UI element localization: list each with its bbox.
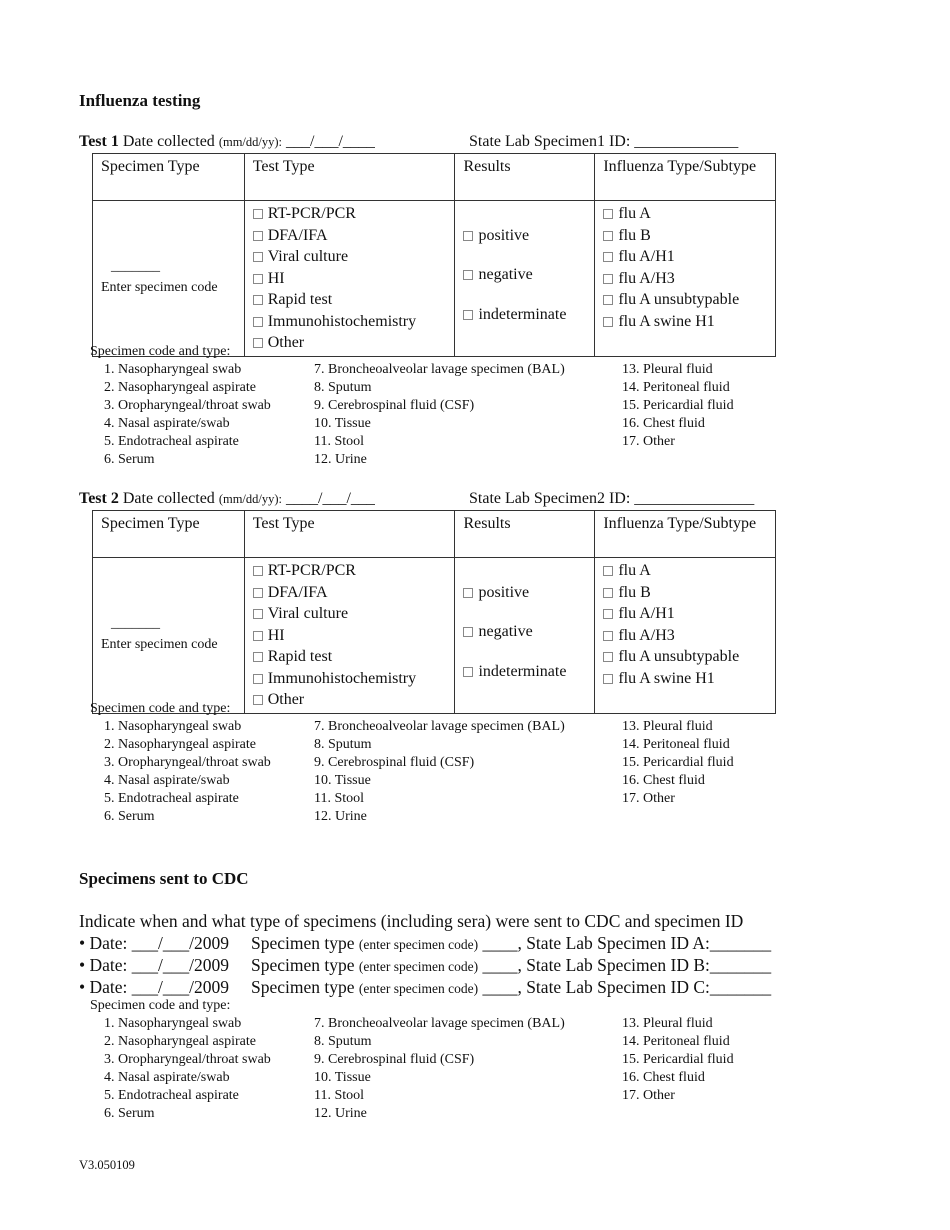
test1-label: Test 1 [79, 133, 119, 150]
legend-col-3 [622, 718, 734, 808]
legend-item: 16. Chest fluid [622, 1070, 705, 1085]
checkbox[interactable] [463, 310, 473, 320]
cdc-row-date[interactable]: • Date: ___/___/2009 [79, 955, 229, 975]
checkbox[interactable] [603, 609, 613, 619]
test1-subtype-cell [595, 201, 776, 357]
result-option[interactable]: negative [463, 264, 586, 286]
result-option[interactable]: indeterminate [463, 661, 586, 683]
legend-item: 7. Broncheoalveolar lavage specimen (BAL) [314, 719, 565, 734]
legend-col-2 [314, 361, 565, 469]
header-specimen-type: Specimen Type [93, 511, 245, 558]
checkbox[interactable] [603, 588, 613, 598]
result-option[interactable]: positive [463, 225, 586, 247]
legend-item: 13. Pleural fluid [622, 1016, 713, 1031]
subtype-option[interactable]: flu A/H3 [603, 625, 767, 647]
test2-header-row [93, 511, 776, 558]
legend-item: 14. Peritoneal fluid [622, 380, 730, 395]
legend-col-3 [622, 1015, 734, 1105]
header-results: Results [455, 511, 595, 558]
test1-specimen-prompt: Enter specimen code [101, 280, 218, 296]
checkbox[interactable] [463, 270, 473, 280]
checkbox[interactable] [253, 674, 263, 684]
legend-header: Specimen code and type: [90, 344, 231, 359]
test1-date-field[interactable]: ___/___/____ [282, 133, 375, 150]
test2-label: Test 2 [79, 490, 119, 507]
test-type-option[interactable]: Immunohistochemistry [253, 311, 447, 333]
result-option[interactable]: positive [463, 582, 586, 604]
legend-item: 12. Urine [314, 452, 367, 467]
test-type-option[interactable]: DFA/IFA [253, 582, 447, 604]
legend-item: 15. Pericardial fluid [622, 398, 734, 413]
legend-item: 10. Tissue [314, 416, 371, 431]
legend-header: Specimen code and type: [90, 701, 231, 716]
test2-lab-id-line [469, 490, 754, 508]
legend-item: 17. Other [622, 791, 675, 806]
cdc-row-b: • Date: ___/___/2009 Specimen type (enter specimen code) ____, State Lab Specimen ID B:_______ [79, 955, 772, 975]
test-type-option[interactable]: Rapid test [253, 289, 447, 311]
test2-specimen-cell [93, 558, 245, 714]
legend-item: 4. Nasal aspirate/swab [104, 773, 230, 788]
result-option[interactable]: indeterminate [463, 304, 586, 326]
checkbox[interactable] [603, 631, 613, 641]
subtype-option[interactable]: flu B [603, 225, 767, 247]
subtype-option[interactable]: flu A unsubtypable [603, 289, 767, 311]
cdc-row-date[interactable]: • Date: ___/___/2009 [79, 933, 229, 953]
subtype-option[interactable]: flu A swine H1 [603, 668, 767, 690]
cdc-instruction: Indicate when and what type of specimens (including sera) were sent to CDC and specimen ID [79, 911, 744, 931]
checkbox[interactable] [253, 209, 263, 219]
subtype-option[interactable]: flu A [603, 203, 767, 225]
test-type-option[interactable]: Other [253, 332, 447, 354]
test1-date-line [79, 133, 375, 151]
checkbox[interactable] [603, 674, 613, 684]
legend-item: 16. Chest fluid [622, 773, 705, 788]
test1-specimen-cell [93, 201, 245, 357]
test1-lab-id-label: State Lab Specimen1 ID: [469, 133, 631, 150]
checkbox[interactable] [253, 652, 263, 662]
checkbox[interactable] [463, 667, 473, 677]
legend-item: 1. Nasopharyngeal swab [104, 719, 242, 734]
legend-item: 1. Nasopharyngeal swab [104, 362, 242, 377]
checkbox[interactable] [253, 295, 263, 305]
test1-results-cell [455, 201, 595, 357]
cdc-row-c: • Date: ___/___/2009 Specimen type (enter specimen code) ____, State Lab Specimen ID C:_______ [79, 977, 772, 997]
test2-date-prefix: Date collected [122, 490, 215, 507]
subtype-option[interactable]: flu A/H1 [603, 603, 767, 625]
header-results: Results [455, 154, 595, 201]
legend-col-2 [314, 1015, 565, 1123]
legend-item: 13. Pleural fluid [622, 719, 713, 734]
test1-date-prefix: Date collected [122, 133, 215, 150]
test-type-option[interactable]: HI [253, 268, 447, 290]
legend-item: 13. Pleural fluid [622, 362, 713, 377]
test-type-option[interactable]: Immunohistochemistry [253, 668, 447, 690]
test1-table [92, 153, 776, 357]
legend-item: 9. Cerebrospinal fluid (CSF) [314, 1052, 475, 1067]
cdc-row-a: • Date: ___/___/2009 Specimen type (enter specimen code) ____, State Lab Specimen ID A:_______ [79, 933, 772, 953]
checkbox[interactable] [253, 231, 263, 241]
legend-item: 5. Endotracheal aspirate [104, 1088, 239, 1103]
checkbox[interactable] [603, 295, 613, 305]
header-test-type: Test Type [244, 154, 455, 201]
checkbox[interactable] [253, 252, 263, 262]
legend-item: 17. Other [622, 434, 675, 449]
legend-item: 11. Stool [314, 434, 365, 449]
subtype-option[interactable]: flu A/H1 [603, 246, 767, 268]
legend-col-2 [314, 718, 565, 826]
legend-item: 6. Serum [104, 809, 155, 824]
test2-subtype-cell [595, 558, 776, 714]
checkbox[interactable] [463, 588, 473, 598]
header-test-type: Test Type [244, 511, 455, 558]
checkbox[interactable] [253, 274, 263, 284]
subtype-option[interactable]: flu A unsubtypable [603, 646, 767, 668]
test2-lab-id-label: State Lab Specimen2 ID: [469, 490, 631, 507]
subtype-option[interactable]: flu A swine H1 [603, 311, 767, 333]
header-influenza-subtype: Influenza Type/Subtype [595, 154, 776, 201]
checkbox[interactable] [253, 317, 263, 327]
version-label: V3.050109 [79, 1158, 135, 1172]
legend-item: 14. Peritoneal fluid [622, 737, 730, 752]
checkbox[interactable] [253, 609, 263, 619]
legend-item: 2. Nasopharyngeal aspirate [104, 737, 256, 752]
legend-item: 15. Pericardial fluid [622, 755, 734, 770]
checkbox[interactable] [603, 566, 613, 576]
subtype-option[interactable]: flu A/H3 [603, 268, 767, 290]
specimen-code-legend-3 [90, 997, 790, 1127]
test-type-option[interactable]: RT-PCR/PCR [253, 560, 447, 582]
page-title: Influenza testing [79, 91, 201, 110]
legend-item: 5. Endotracheal aspirate [104, 434, 239, 449]
legend-item: 8. Sputum [314, 380, 372, 395]
header-specimen-type: Specimen Type [93, 154, 245, 201]
legend-col-1 [104, 1015, 271, 1123]
checkbox[interactable] [253, 588, 263, 598]
legend-col-3 [622, 361, 734, 451]
checkbox[interactable] [603, 317, 613, 327]
legend-item: 15. Pericardial fluid [622, 1052, 734, 1067]
test1-test-type-cell [244, 201, 455, 357]
legend-item: 2. Nasopharyngeal aspirate [104, 380, 256, 395]
legend-item: 10. Tissue [314, 773, 371, 788]
legend-item: 9. Cerebrospinal fluid (CSF) [314, 398, 475, 413]
cdc-row-tail[interactable]: ____, State Lab Specimen ID B:_______ [478, 955, 772, 975]
checkbox[interactable] [253, 631, 263, 641]
legend-header: Specimen code and type: [90, 998, 231, 1013]
legend-item: 7. Broncheoalveolar lavage specimen (BAL) [314, 362, 565, 377]
legend-item: 6. Serum [104, 1106, 155, 1121]
legend-col-1 [104, 361, 271, 469]
subtype-option[interactable]: flu B [603, 582, 767, 604]
test-type-option[interactable]: DFA/IFA [253, 225, 447, 247]
legend-item: 9. Cerebrospinal fluid (CSF) [314, 755, 475, 770]
specimen-code-legend-2 [90, 700, 790, 830]
checkbox[interactable] [603, 209, 613, 219]
cdc-row-date[interactable]: • Date: ___/___/2009 [79, 977, 229, 997]
legend-item: 3. Oropharyngeal/throat swab [104, 1052, 271, 1067]
legend-item: 11. Stool [314, 791, 365, 806]
legend-col-1 [104, 718, 271, 826]
legend-item: 11. Stool [314, 1088, 365, 1103]
checkbox[interactable] [603, 274, 613, 284]
legend-item: 4. Nasal aspirate/swab [104, 416, 230, 431]
legend-item: 3. Oropharyngeal/throat swab [104, 755, 271, 770]
legend-item: 12. Urine [314, 1106, 367, 1121]
test2-date-format: (mm/dd/yy): [218, 492, 283, 506]
legend-item: 2. Nasopharyngeal aspirate [104, 1034, 256, 1049]
checkbox[interactable] [603, 231, 613, 241]
subtype-option[interactable]: flu A [603, 560, 767, 582]
test1-date-format: (mm/dd/yy): [218, 135, 283, 149]
legend-item: 17. Other [622, 1088, 675, 1103]
test-type-option[interactable]: Viral culture [253, 246, 447, 268]
checkbox[interactable] [603, 252, 613, 262]
test2-specimen-prompt: Enter specimen code [101, 637, 218, 653]
test2-specimen-code-field[interactable]: _______ [111, 615, 160, 631]
legend-item: 8. Sputum [314, 1034, 372, 1049]
legend-item: 5. Endotracheal aspirate [104, 791, 239, 806]
test2-results-cell [455, 558, 595, 714]
test2-date-line [79, 490, 375, 508]
test-type-option[interactable]: RT-PCR/PCR [253, 203, 447, 225]
test2-body-row [93, 558, 776, 714]
test2-table [92, 510, 776, 714]
test2-test-type-cell [244, 558, 455, 714]
test1-lab-id-line [469, 133, 738, 151]
specimen-code-legend-1 [90, 343, 790, 473]
legend-item: 14. Peritoneal fluid [622, 1034, 730, 1049]
legend-item: 3. Oropharyngeal/throat swab [104, 398, 271, 413]
result-option[interactable]: negative [463, 621, 586, 643]
legend-item: 1. Nasopharyngeal swab [104, 1016, 242, 1031]
legend-item: 16. Chest fluid [622, 416, 705, 431]
test-type-option[interactable]: Viral culture [253, 603, 447, 625]
test1-lab-id-field[interactable]: _____________ [630, 133, 739, 150]
test-type-option[interactable]: Other [253, 689, 447, 711]
test-type-option[interactable]: HI [253, 625, 447, 647]
checkbox[interactable] [603, 652, 613, 662]
legend-item: 8. Sputum [314, 737, 372, 752]
legend-item: 4. Nasal aspirate/swab [104, 1070, 230, 1085]
legend-item: 6. Serum [104, 452, 155, 467]
header-influenza-subtype: Influenza Type/Subtype [595, 511, 776, 558]
checkbox[interactable] [463, 231, 473, 241]
cdc-row-tail[interactable]: ____, State Lab Specimen ID C:_______ [478, 977, 772, 997]
legend-item: 12. Urine [314, 809, 367, 824]
checkbox[interactable] [463, 627, 473, 637]
test1-body-row [93, 201, 776, 357]
test-type-option[interactable]: Rapid test [253, 646, 447, 668]
legend-item: 10. Tissue [314, 1070, 371, 1085]
test2-date-field[interactable]: ____/___/___ [282, 490, 375, 507]
cdc-section-title: Specimens sent to CDC [79, 869, 249, 888]
checkbox[interactable] [253, 566, 263, 576]
legend-item: 7. Broncheoalveolar lavage specimen (BAL) [314, 1016, 565, 1031]
test1-specimen-code-field[interactable]: _______ [111, 258, 160, 274]
cdc-row-tail[interactable]: ____, State Lab Specimen ID A:_______ [478, 933, 772, 953]
test1-header-row [93, 154, 776, 201]
test2-lab-id-field[interactable]: _______________ [630, 490, 755, 507]
